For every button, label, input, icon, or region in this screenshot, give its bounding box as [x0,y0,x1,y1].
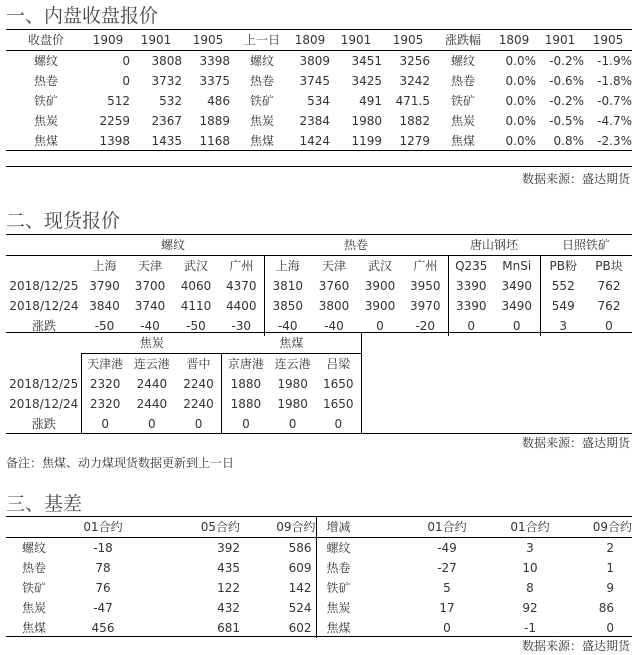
table-cell: 1980 [351,114,382,128]
table-cell: 9 [606,581,614,595]
port-header: 天津港 [82,354,128,375]
section1-bottom-rule-2 [6,166,632,167]
table-cell: 76 [95,581,111,595]
table-cell: 3790 [89,279,120,293]
table-cell: 4110 [180,299,212,313]
row-label: 热卷 [450,74,475,88]
table-cell: 3 [526,541,534,555]
table-cell: -4.7% [597,114,632,128]
row-label: 焦炭 [326,601,351,615]
table-cell: 3800 [318,299,350,313]
table-cell: -40 [140,319,160,333]
row-label: 2018/12/24 [9,397,79,411]
table-cell: -2.3% [597,134,632,148]
header-cell [6,517,62,538]
table-cell: 456 [91,621,115,635]
table-cell: 435 [217,561,240,575]
table-cell: 3840 [89,299,120,313]
table-cell: 0 [467,319,476,333]
coal-spot-table [6,333,362,434]
table-cell: 1424 [299,134,330,148]
row-label: 螺纹 [33,54,58,68]
table-cell: 3760 [318,279,350,293]
row-label: 铁矿 [249,94,274,108]
table-cell: 17 [439,601,455,615]
table-cell: 3375 [199,74,230,88]
section3-source: 数据来源：盛达期货 [521,639,630,653]
table-row [6,618,632,638]
table-cell: 609 [240,558,316,578]
section1-bottom-rule-1 [6,150,632,151]
table-cell: 0 [242,417,250,431]
header-cell: 09合约 [240,517,316,538]
group-header: 唐山钢坯 [469,238,518,252]
table-cell: 1880 [230,397,262,411]
empty-cell [6,256,82,277]
table-cell: 2367 [151,114,182,128]
table-cell: 524 [240,598,316,618]
table-cell: 3809 [299,54,330,68]
table-cell: 1980 [277,397,308,411]
table-cell: 0.0% [505,94,536,108]
table-cell: 0.0% [505,74,536,88]
table-cell: 3850 [272,299,304,313]
row-label: 热卷 [21,561,46,575]
group-header: 焦煤 [222,333,362,354]
table-cell: 3745 [299,74,330,88]
table-row [6,578,632,598]
table-cell: 2440 [136,377,168,391]
table-cell: 762 [597,299,621,313]
spot-price-table [6,235,632,336]
row-label: 焦炭 [249,114,274,128]
table-cell: -40 [324,319,344,333]
group-header: 螺纹 [160,238,185,252]
table-cell: 122 [217,581,240,595]
table-cell: 0.8% [553,134,584,148]
empty-cell [6,235,82,256]
city-header: 武汉 [357,256,403,277]
table-cell: -50 [186,319,206,333]
section1-header-row [6,30,632,51]
section2-source: 数据来源：盛达期货 [521,436,630,450]
table-cell: 4060 [180,279,212,293]
table-cell: 4400 [219,296,264,316]
table-row [6,374,362,394]
table-cell: 3242 [399,74,430,88]
table-cell: 552 [551,279,575,293]
city-header: PB粉 [540,256,586,277]
table-cell: 2320 [82,374,128,394]
row-label: 铁矿 [326,581,351,595]
table-cell: 2240 [176,394,222,414]
section3-title: 三、基差 [6,493,83,515]
header-cell: 1901 [536,30,584,51]
header-cell: 1901 [330,30,382,51]
row-label: 焦炭 [33,114,58,128]
header-cell: 1909 [86,30,130,51]
table-cell: 0.0% [505,134,536,148]
table-cell: 1650 [316,374,362,394]
table-cell: 0 [122,74,130,88]
section2-note: 备注：焦煤、动力煤现货数据更新到上一日 [6,456,235,470]
table-cell: 3700 [134,279,166,293]
table-cell: 1889 [199,114,230,128]
table-cell: 3390 [455,299,487,313]
port-header: 吕梁 [316,354,362,375]
row-label: 铁矿 [33,94,58,108]
table-cell: 1398 [99,134,130,148]
header-cell: 09合约 [568,517,632,538]
header-cell: 涨跌幅 [434,30,492,51]
table-row [6,394,362,414]
port-header: 京唐港 [222,354,270,375]
table-cell: 3451 [351,54,382,68]
table-cell: 92 [522,601,538,615]
table-cell: 0 [376,319,384,333]
header-cell: 1901 [130,30,182,51]
row-label: 铁矿 [21,581,46,595]
row-label: 螺纹 [249,54,274,68]
table-cell: 534 [307,94,330,108]
row-label: 焦炭 [21,601,46,615]
table-cell: 2384 [299,114,330,128]
table-cell: 3490 [494,276,540,296]
table-row [6,276,632,296]
table-row [6,111,632,131]
table-cell: 0.0% [505,54,536,68]
group-header: 热卷 [343,238,368,252]
table-row [6,131,632,151]
table-cell: 3900 [364,279,396,293]
row-label: 焦煤 [249,134,274,148]
empty-cell [6,354,82,375]
table-cell: 5 [443,581,451,595]
table-cell: 532 [159,94,182,108]
table-cell: 432 [217,601,240,615]
table-cell: 3 [559,319,568,333]
table-cell: 0 [316,414,362,434]
table-cell: 602 [240,618,316,638]
table-cell: 3950 [403,276,448,296]
table-cell: -30 [219,316,264,336]
table-cell: 1168 [199,134,230,148]
table-cell: 2440 [136,397,168,411]
table-cell: 486 [207,94,230,108]
table-cell: 1279 [399,134,430,148]
table-cell: 0 [605,319,613,333]
table-cell: -18 [93,541,113,555]
table-row [6,558,632,578]
table-cell: -1.9% [597,54,632,68]
table-cell: -1 [524,621,536,635]
table-cell: 0 [606,621,614,635]
table-cell: 2320 [82,394,128,414]
table-cell: 0 [176,414,222,434]
table-cell: -27 [437,561,457,575]
table-cell: 586 [240,538,316,559]
table-cell: 3970 [403,296,448,316]
city-header: PB块 [586,256,632,277]
table-cell: -50 [94,319,115,333]
table-cell: 0.0% [505,114,536,128]
section1-source: 数据来源：盛达期货 [521,172,630,186]
table-cell: 2240 [176,374,222,394]
header-cell: 增减 [316,517,402,538]
table-cell: 1650 [316,394,362,414]
table-cell: 2 [606,541,614,555]
header-cell: 1905 [584,30,632,51]
city-header: MnSi [494,256,540,277]
table-cell: 3900 [364,299,396,313]
table-row [6,598,632,618]
row-label: 螺纹 [450,54,475,68]
table-cell: 549 [551,299,575,313]
table-cell: 3732 [151,74,182,88]
table-cell: 3256 [399,54,430,68]
table-cell: 142 [240,578,316,598]
empty-cell [6,333,82,354]
table-row [6,538,632,559]
row-label: 2018/12/25 [9,279,79,293]
header-cell: 1905 [182,30,234,51]
section1-title: 一、内盘收盘报价 [6,5,159,27]
table-cell: 0 [148,417,156,431]
table-row [6,91,632,111]
row-label: 焦煤 [450,134,475,148]
table-cell: -0.7% [597,94,632,108]
table-cell: 471.5 [395,94,430,108]
city-header: 上海 [82,256,127,277]
table-cell: 1199 [351,134,382,148]
table-cell: 0 [443,621,451,635]
table-cell: -40 [277,319,298,333]
row-label: 焦煤 [33,134,58,148]
row-label: 2018/12/25 [9,377,79,391]
header-cell: 1905 [382,30,434,51]
row-label: 铁矿 [450,94,475,108]
table-cell: 3808 [151,54,182,68]
city-header: 广州 [403,256,448,277]
header-cell: 上一日 [234,30,290,51]
row-label: 螺纹 [21,541,46,555]
table-cell: 10 [522,561,538,575]
table-cell: 0 [122,54,130,68]
header-cell: 1809 [492,30,536,51]
table-row [6,414,362,434]
table-cell: 681 [217,621,240,635]
table-cell: 3425 [351,74,382,88]
city-header: 广州 [219,256,264,277]
city-header: 天津 [127,256,173,277]
row-label: 2018/12/24 [9,299,79,313]
table-cell: -0.2% [549,94,584,108]
basis-table [6,517,632,638]
city-header: 天津 [311,256,357,277]
table-cell: -49 [437,541,457,555]
table-row [6,51,632,72]
table-cell: -47 [93,601,113,615]
row-label: 焦煤 [326,621,351,635]
group-header: 焦炭 [139,336,164,350]
table-cell: -20 [403,316,448,336]
table-cell: -0.5% [549,114,584,128]
table-cell: 8 [526,581,534,595]
group-header: 日照铁矿 [561,238,610,252]
table-cell: 4370 [219,276,264,296]
table-cell: 78 [95,561,111,575]
city-header: Q235 [448,256,494,277]
table-cell: 86 [598,601,614,615]
table-cell: -0.2% [549,54,584,68]
table-cell: 1980 [277,377,308,391]
row-label: 热卷 [326,561,351,575]
table-cell: 1880 [230,377,262,391]
port-header: 晋中 [176,354,222,375]
section1-table [6,30,632,151]
header-cell: 收盘价 [6,30,86,51]
table-cell: 491 [359,94,382,108]
row-label: 焦煤 [21,621,46,635]
table-cell: -0.6% [549,74,584,88]
header-cell: 05合约 [144,517,240,538]
header-cell: 01合约 [62,517,144,538]
table-cell: 3490 [494,296,540,316]
row-label: 焦炭 [450,114,475,128]
city-header: 上海 [264,256,311,277]
table-cell: -1.8% [597,74,632,88]
table-row [6,296,632,316]
row-label: 热卷 [249,74,274,88]
header-cell: 01合约 [492,517,568,538]
port-header: 连云港 [270,354,316,375]
table-cell: 2259 [99,114,130,128]
table-cell: 762 [597,279,621,293]
table-cell: 1435 [151,134,182,148]
table-cell: 0 [82,414,128,434]
row-label: 热卷 [33,74,58,88]
table-cell: 0 [288,417,297,431]
table-cell: 3390 [455,279,487,293]
table-cell: 3398 [199,54,230,68]
city-header: 武汉 [173,256,219,277]
table-cell: 3810 [272,279,304,293]
table-cell: 1882 [399,114,430,128]
row-label: 涨跌 [31,319,56,333]
table-cell: 512 [107,94,130,108]
table-cell: 0 [494,316,540,336]
section2-title: 二、现货报价 [6,210,121,232]
row-label: 涨跌 [31,417,56,431]
table-row [6,71,632,91]
table-cell: 3740 [134,299,166,313]
header-cell: 01合约 [402,517,492,538]
table-cell: 392 [217,541,240,555]
header-cell: 1809 [290,30,330,51]
table-cell: 1 [606,561,614,575]
row-label: 螺纹 [326,541,351,555]
port-header: 连云港 [128,354,176,375]
